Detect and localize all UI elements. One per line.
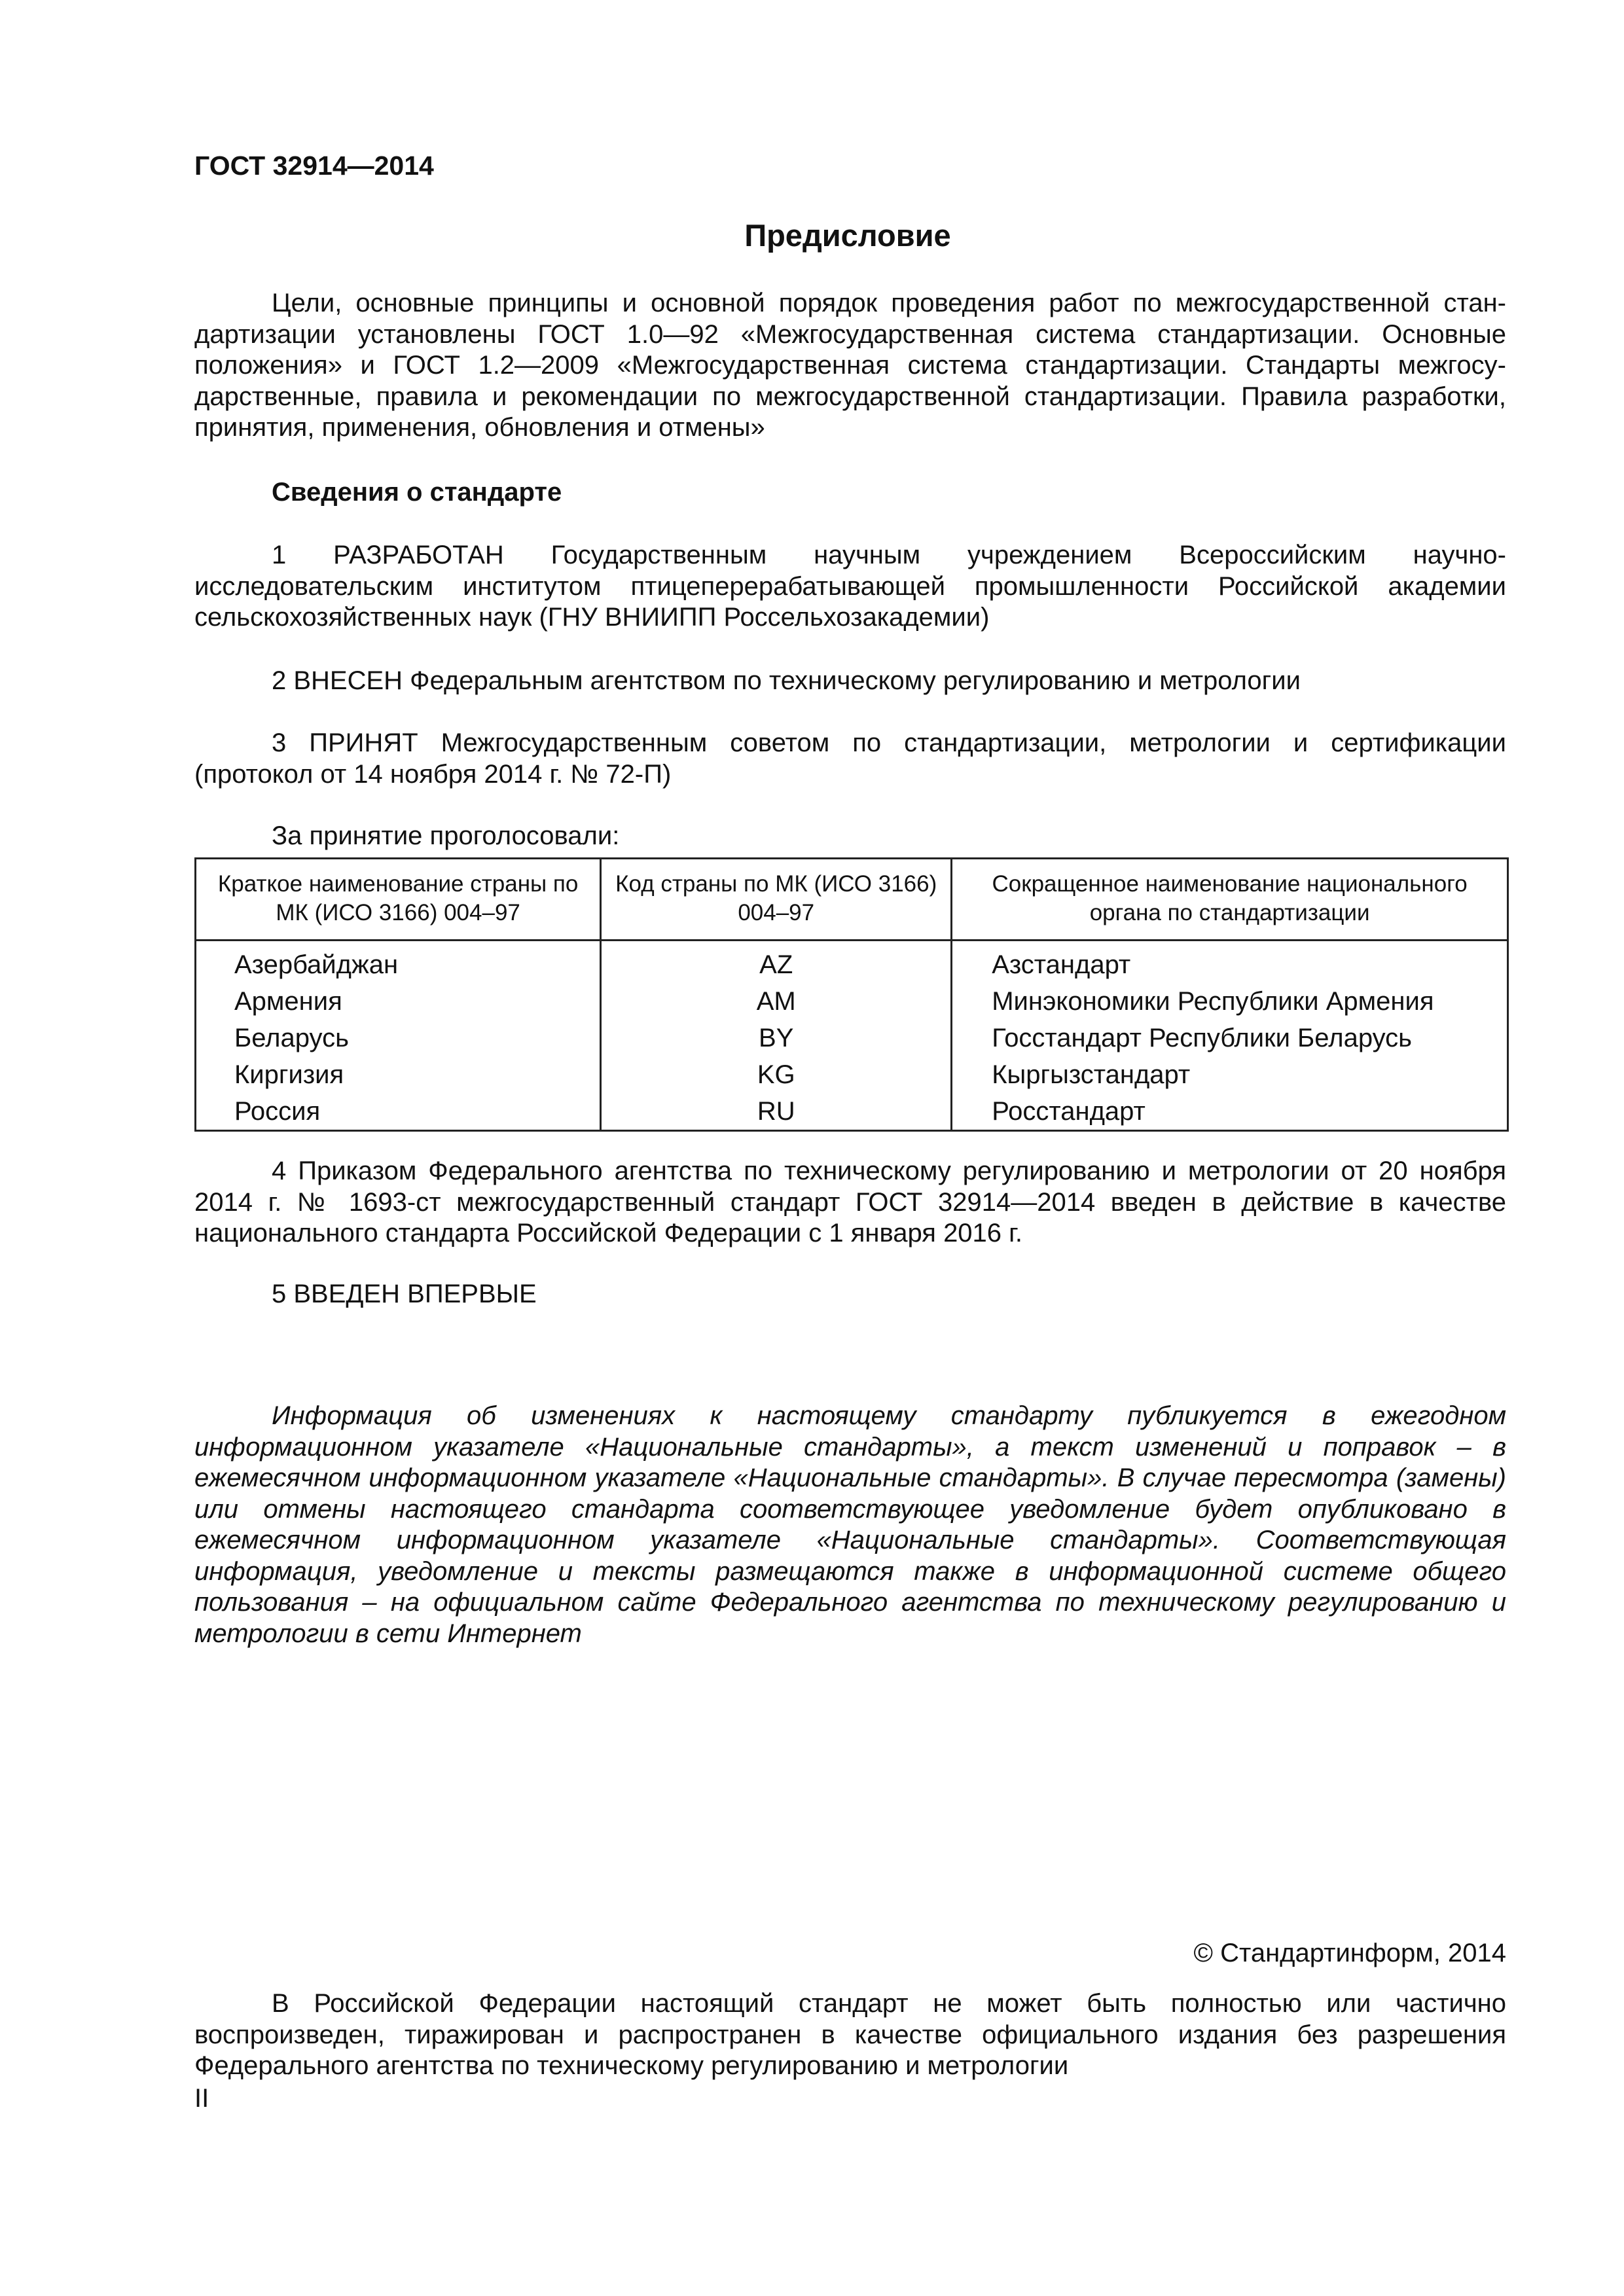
copyright-notice: © Стандартинформ, 2014 bbox=[1193, 1939, 1506, 1967]
country-cell: Киргизия bbox=[234, 1060, 344, 1089]
table-row bbox=[196, 1020, 1508, 1056]
organization-cell: Росстандарт bbox=[952, 1093, 1508, 1131]
code-cell: BY bbox=[601, 1020, 952, 1056]
code-cell: AM bbox=[601, 983, 952, 1020]
organization-cell: Госстандарт Республики Беларусь bbox=[952, 1020, 1508, 1056]
item-2-paragraph: 2 ВНЕСЕН Федеральным агентством по техническому регулированию и метрологии bbox=[272, 666, 1301, 695]
voting-table bbox=[194, 857, 1509, 1132]
column-header-organization: Сокращенное наименование национального органа по стандартизации bbox=[952, 859, 1508, 941]
code-cell: AZ bbox=[601, 941, 952, 984]
table-header-row bbox=[196, 859, 1508, 941]
table-row bbox=[196, 941, 1508, 984]
page-number: II bbox=[194, 2084, 209, 2113]
table-row bbox=[196, 1056, 1508, 1093]
country-cell: Азербайджан bbox=[234, 950, 399, 979]
section-heading: Сведения о стандарте bbox=[272, 478, 562, 507]
table-row bbox=[196, 983, 1508, 1020]
country-cell: Россия bbox=[234, 1097, 321, 1126]
country-cell: Армения bbox=[234, 987, 342, 1016]
vote-label: За принятие проголосовали: bbox=[272, 821, 620, 850]
code-cell: KG bbox=[601, 1056, 952, 1093]
item-5-paragraph: 5 ВВЕДЕН ВПЕРВЫЕ bbox=[272, 1280, 537, 1308]
organization-cell: Азстандарт bbox=[952, 941, 1508, 984]
page-title: Предисловие bbox=[744, 218, 951, 253]
item-4-paragraph: 4 Приказом Федерального агентства по техническому регулированию и метрологии от 20 ноября 2014 г. № 1693-ст межгосударственный стандарт ГОСТ 32914—2014 введен в действие в качестве национального стандарта Российской Федерации с 1 января 2016 г. bbox=[194, 1157, 1506, 1247]
column-header-code: Код страны по МК (ИСО 3166) 004–97 bbox=[601, 859, 952, 941]
organization-cell: Минэкономики Республики Армения bbox=[952, 983, 1508, 1020]
country-cell: Беларусь bbox=[234, 1024, 349, 1052]
document-header: ГОСТ 32914—2014 bbox=[194, 151, 434, 181]
column-header-country: Краткое наименование страны по МК (ИСО 3166) 004–97 bbox=[196, 859, 601, 941]
item-1-paragraph: 1 РАЗРАБОТАН Государственным научным учреждением Всероссийским научно-исследовательским институтом птицеперерабатывающей промышленности Российской академии сельскохозяйственных наук (ГНУ ВНИИПП Россельхозакадемии) bbox=[194, 541, 1506, 632]
item-3-paragraph: 3 ПРИНЯТ Межгосударственным советом по стандартизации, метрологии и сертификации (протокол от 14 ноября 2014 г. № 72-П) bbox=[194, 728, 1506, 789]
intro-paragraph: Цели, основные принципы и основной порядок проведения работ по межгосударственной стан-дартизации установлены ГОСТ 1.0—92 «Межгосударственная система стандартизации. Основные положения» и ГОСТ 1.2—2009 «Межгосударственная система стандартизации. Стандарты межгосу-дарственные, правила и рекомендации по межгосударственной стандартизации. Правила разработки, принятия, применения, обновления и отмены» bbox=[194, 289, 1506, 442]
rights-paragraph: В Российской Федерации настоящий стандарт не может быть полностью или частично воспроизведен, тиражирован и распространен в качестве официального издания без разрешения Федерального агентства по техническому регулированию и метрологии bbox=[194, 1989, 1506, 2080]
code-cell: RU bbox=[601, 1093, 952, 1131]
info-paragraph: Информация об изменениях к настоящему стандарту публикуется в ежегодном информационном указателе «Национальные стандарты», а текст изменений и поправок – в ежемесячном информационном указателе «Национальные стандарты». В случае пересмотра (замены) или отмены настоящего стандарта соответствующее уведомление будет опубликовано в ежемесячном информационном указателе «Национальные стандарты». Соответствующая информация, уведомление и тексты размещаются также в информационной системе общего пользования – на официальном сайте Федерального агентства по техническому регулированию и метрологии в сети Интернет bbox=[194, 1401, 1506, 1648]
table-row bbox=[196, 1093, 1508, 1131]
organization-cell: Кыргызстандарт bbox=[952, 1056, 1508, 1093]
